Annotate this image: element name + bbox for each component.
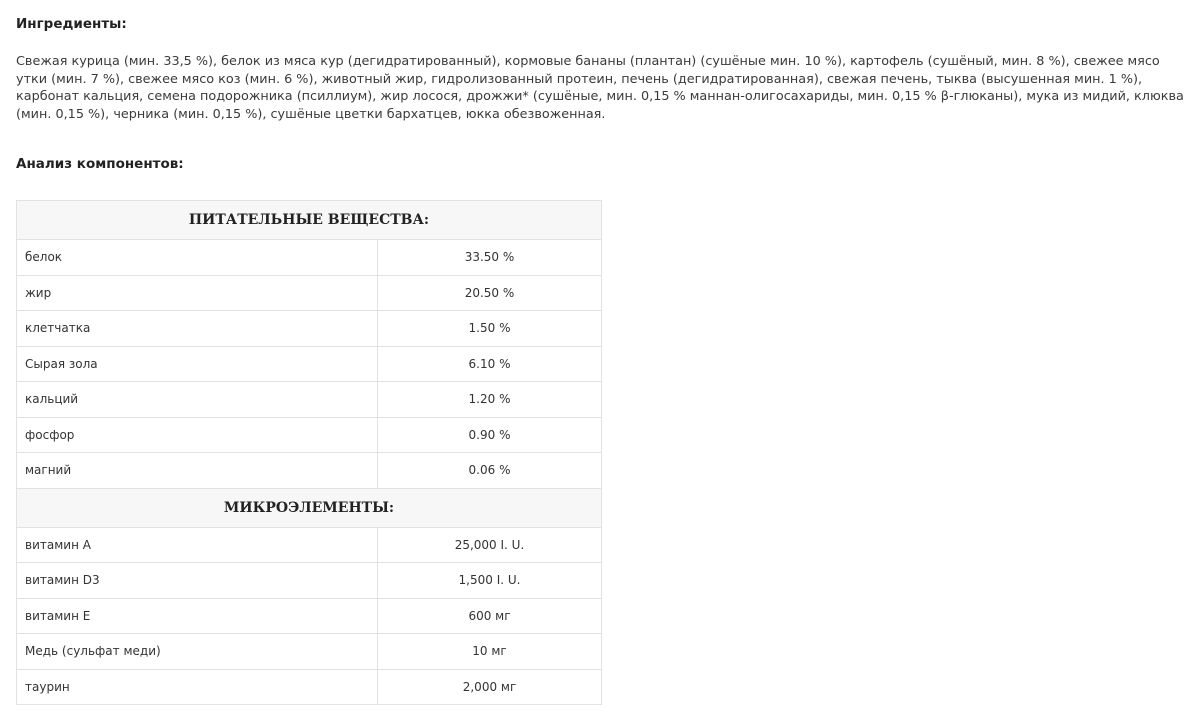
nutrient-value: 6.10 % (378, 346, 602, 382)
micro-value: 10 мг (378, 634, 602, 670)
nutrient-name: магний (17, 453, 378, 489)
micro-name: витамин D3 (17, 563, 378, 599)
nutrient-value: 1.50 % (378, 311, 602, 347)
nutrient-name: кальций (17, 382, 378, 418)
nutrient-value: 0.06 % (378, 453, 602, 489)
micro-value: 25,000 I. U. (378, 527, 602, 563)
micro-name: Медь (сульфат меди) (17, 634, 378, 670)
table-row (17, 563, 602, 599)
micro-value: 2,000 мг (378, 669, 602, 705)
table-row (17, 598, 602, 634)
nutrient-name: фосфор (17, 417, 378, 453)
micro-name: витамин А (17, 527, 378, 563)
nutrients-header-cell: ПИТАТЕЛЬНЫЕ ВЕЩЕСТВА: (17, 201, 602, 240)
micro-header-cell: МИКРОЭЛЕМЕНТЫ: (17, 488, 602, 527)
nutrients-section-header (17, 201, 602, 240)
ingredients-text: Свежая курица (мин. 33,5 %), белок из мяса кур (дегидратированный), кормовые бананы (плантан) (сушёные мин. 10 %), картофель (сушёный, мин. 8 %), свежее мясо утки (мин. 7 %), свежее мясо коз (мин. 6 %), животный жир, гидролизованный протеин, печень (дегидратированная), свежая печень, тыква (высушенная мин. 1 %), карбонат кальция, семена подорожника (псиллиум), жир лосося, дрожжи* (сушёные, мин. 0,15 % маннан-олигосахариды, мин. 0,15 % β-глюканы), мука из мидий, клюква (мин. 0,15 %), черника (мин. 0,15 %), сушёные цветки бархатцев, юкка обезвоженная. (16, 54, 1184, 122)
table-row (17, 275, 602, 311)
nutrient-name: клетчатка (17, 311, 378, 347)
table-row (17, 240, 602, 276)
table-row (17, 669, 602, 705)
nutrient-value: 33.50 % (378, 240, 602, 276)
nutrient-name: белок (17, 240, 378, 276)
micro-name: витамин Е (17, 598, 378, 634)
nutrient-value: 1.20 % (378, 382, 602, 418)
table-row (17, 311, 602, 347)
micro-value: 1,500 I. U. (378, 563, 602, 599)
table-row (17, 634, 602, 670)
table-row (17, 382, 602, 418)
table-row (17, 346, 602, 382)
ingredients-heading: Ингредиенты: (16, 16, 127, 32)
micro-section-header (17, 488, 602, 527)
table-row (17, 527, 602, 563)
micro-name: таурин (17, 669, 378, 705)
table-row (17, 417, 602, 453)
nutrient-value: 20.50 % (378, 275, 602, 311)
analysis-heading: Анализ компонентов: (16, 156, 184, 172)
nutrients-table (16, 200, 602, 705)
nutrient-name: жир (17, 275, 378, 311)
nutrient-value: 0.90 % (378, 417, 602, 453)
micro-value: 600 мг (378, 598, 602, 634)
table-row (17, 453, 602, 489)
nutrient-name: Сырая зола (17, 346, 378, 382)
